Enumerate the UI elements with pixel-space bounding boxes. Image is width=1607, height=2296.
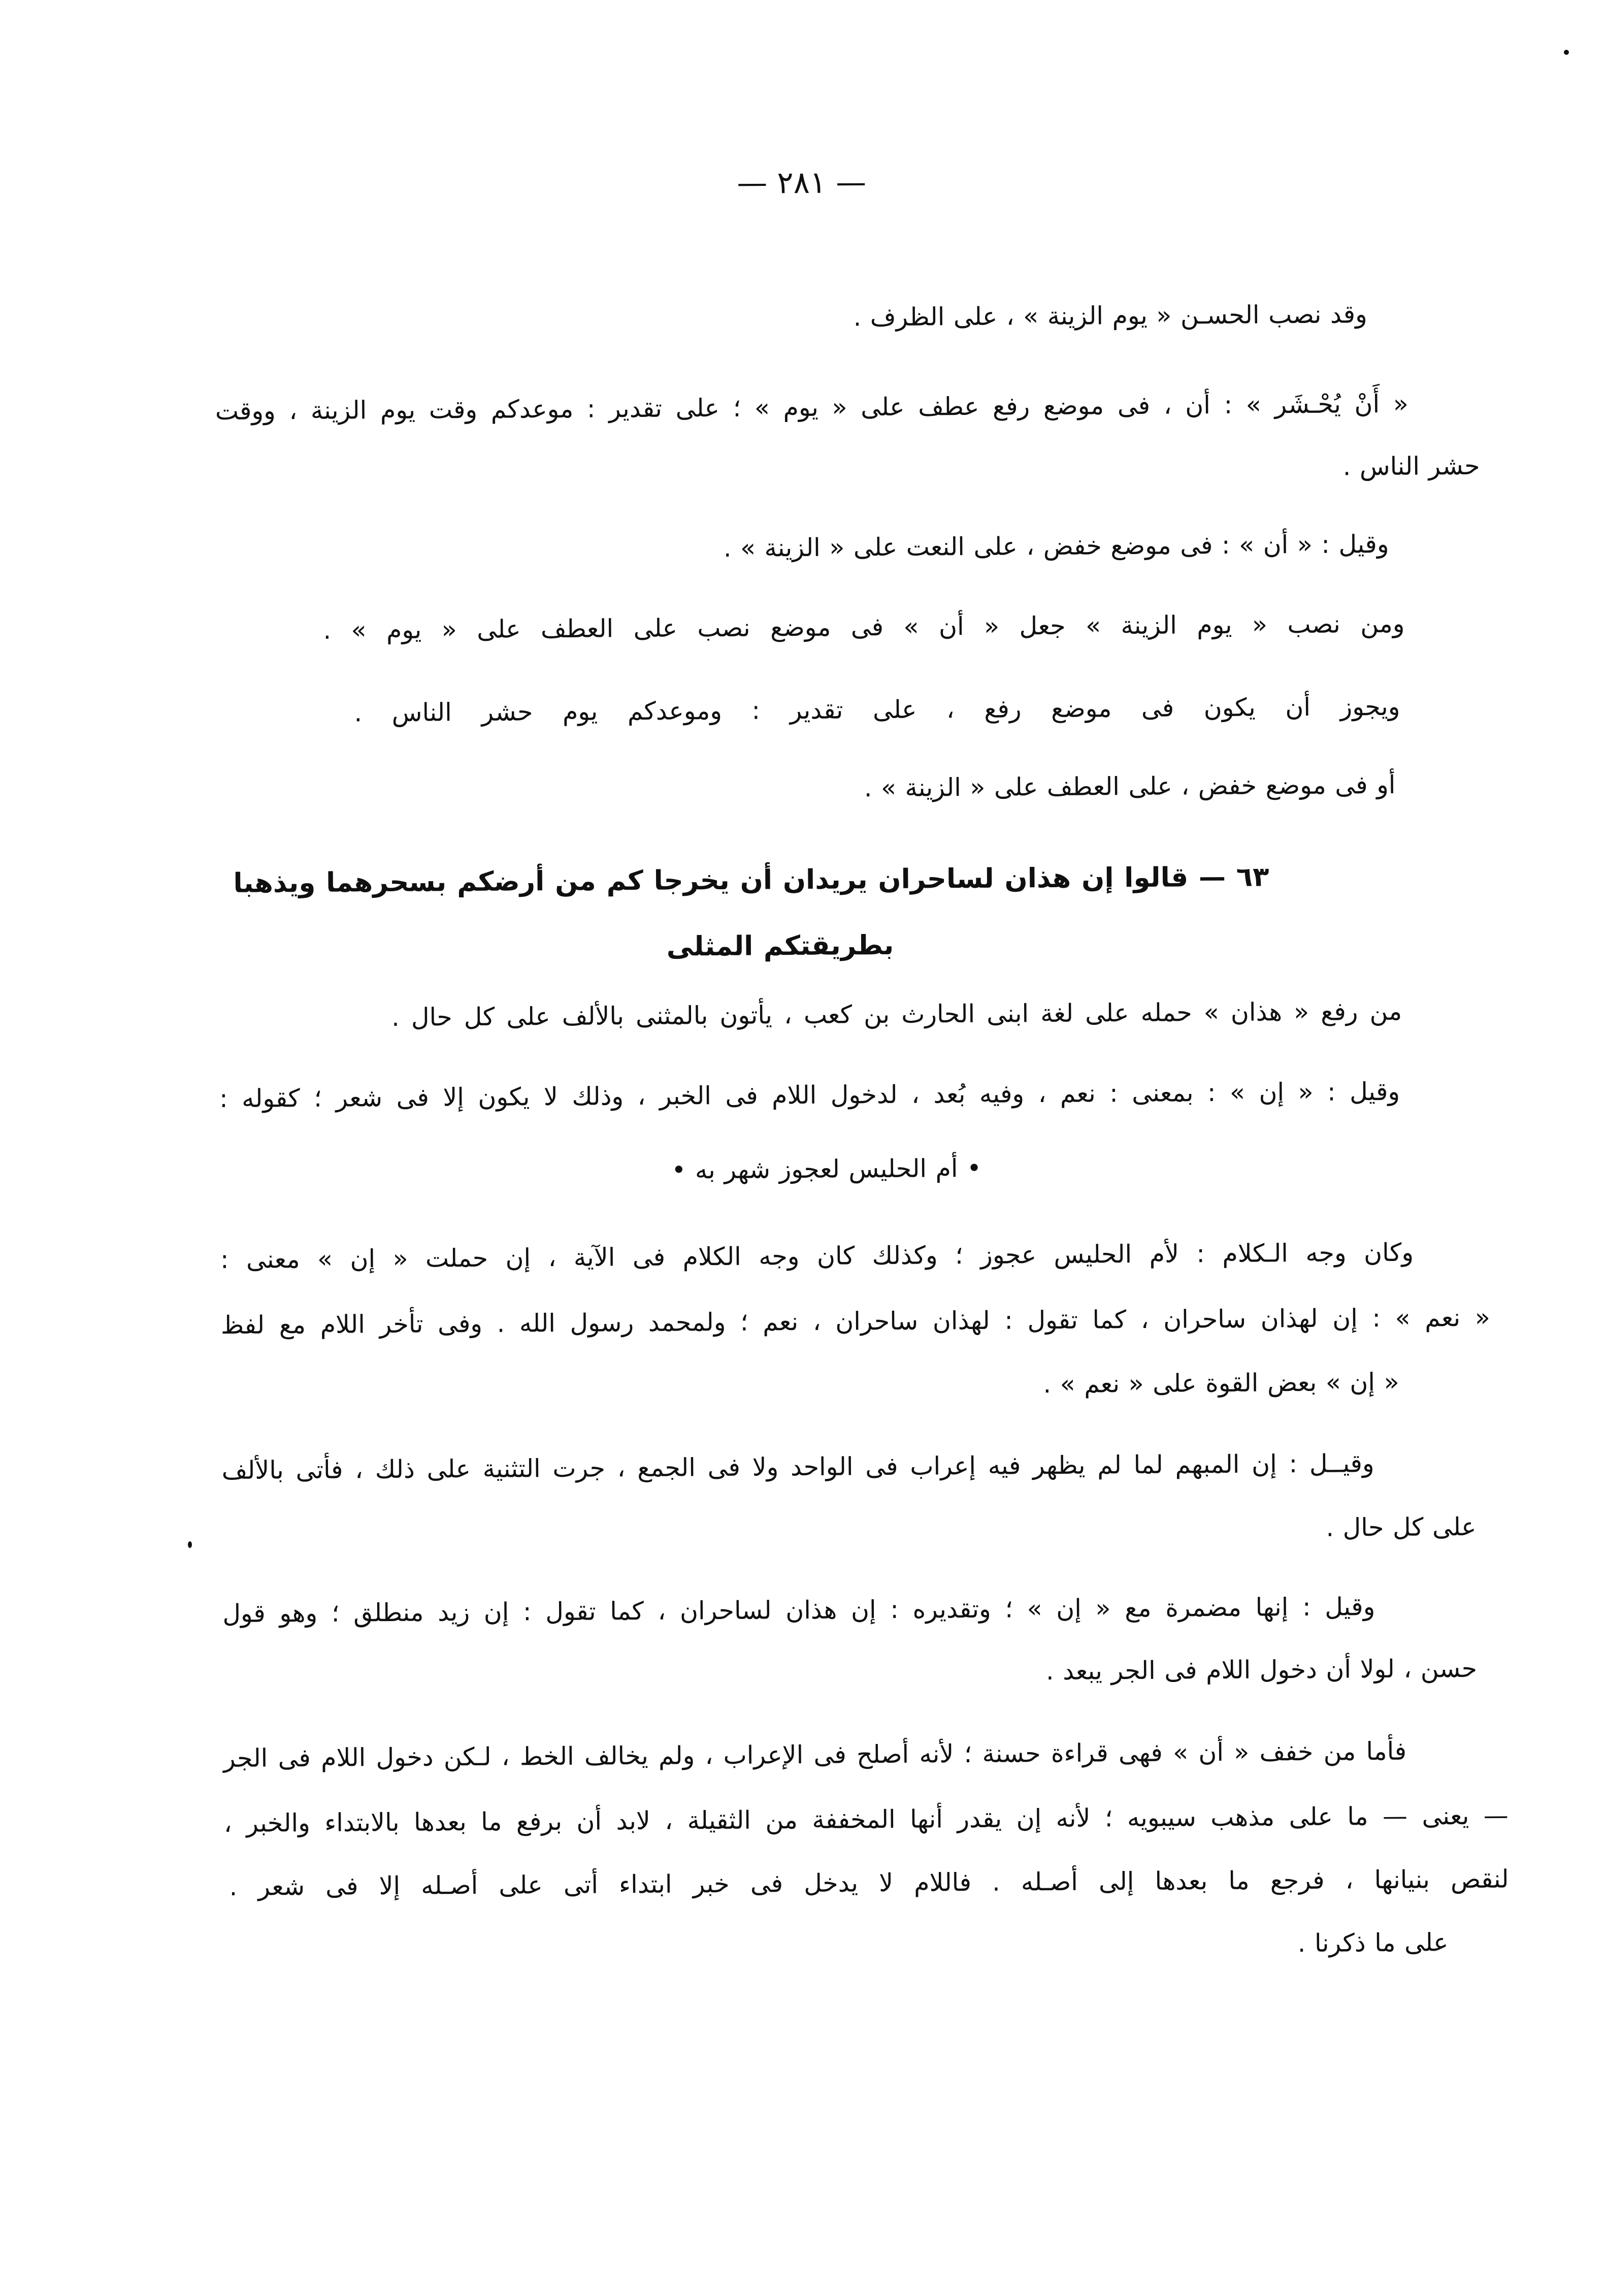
text-line: « إن » بعض القوة على « نعم » .	[1043, 1367, 1399, 1399]
text-line: وقيل : « إن » : بمعنى : نعم ، وفيه بُعد ، لدخول اللام فى الخبر ، وذلك لا يكون إلا فى شعر ؛ كقوله :	[219, 1077, 1400, 1114]
page-number: — ٢٨١ —	[737, 165, 867, 201]
text-line: « أَنْ يُحْـشَر » : أن ، فى موضع رفع عطف على « يوم » ؛ على تقدير : موعدكم وقت يوم الزينة ، ووقت	[215, 389, 1409, 426]
ink-speck	[1564, 50, 1569, 55]
text-line: وقد نصب الحسـن « يوم الزينة » ، على الظرف .	[853, 300, 1367, 332]
poetry-line: • أم الحليس لعجوز شهر به •	[671, 1153, 982, 1185]
verse-line: بطريقتكم المثلى	[666, 929, 894, 962]
text-line: وقيل : « أن » : فى موضع خفض ، على النعت على « الزينة » .	[723, 529, 1389, 563]
text-line: — يعنى — ما على مذهب سيبويه ؛ لأنه إن يقدر أنها المخففة من الثقيلة ، لابد أن برفع ما بعدها بالابتداء والخبر ،	[223, 1801, 1508, 1838]
text-line: لنقص بنيانها ، فرجع ما بعدها إلى أصـله . فاللام لا يدخل فى خبر ابتداء أتى على أصـله إلا فى شعر .	[229, 1864, 1509, 1901]
text-line: على ما ذكرنا .	[1297, 1928, 1449, 1958]
ink-speck	[188, 1541, 192, 1548]
text-line: ومن نصب « يوم الزينة » جعل « أن » فى موضع نصب على العطف على « يوم » .	[323, 609, 1405, 645]
text-line: فأما من خفف « أن » فهى قراءة حسنة ؛ لأنه أصلح فى الإعراب ، ولم يخالف الخط ، لـكن دخول اللام فى الجر	[223, 1736, 1407, 1773]
text-line: من رفع « هذان » حمله على لغة ابنى الحارث بن كعب ، يأتون بالمثنى بالألف على كل حال .	[391, 996, 1402, 1032]
text-line: أو فى موضع خفض ، على العطف على « الزينة » .	[864, 770, 1396, 803]
text-line: وكان وجه الـكلام : لأم الحليس عجوز ؛ وكذلك كان وجه الكلام فى الآية ، إن حملت « إن » معنى :	[220, 1238, 1414, 1275]
text-line: ويجوز أن يكون فى موضع رفع ، على تقدير : وموعدكم يوم حشر الناس .	[354, 692, 1400, 728]
text-line: حسن ، لولا أن دخول اللام فى الجر يبعد .	[1045, 1654, 1478, 1686]
text-line: وقيل : إنها مضمرة مع « إن » ؛ وتقديره : إن هذان لساحران ، كما تقول : إن زيد منطلق ؛ وهو قول	[222, 1592, 1375, 1629]
text-line: على كل حال .	[1326, 1512, 1477, 1542]
verse-line: ٦٣ — قالوا إن هذان لساحران يريدان أن يخرجا كم من أرضكم بسحرهما ويذهبا	[233, 861, 1269, 899]
text-line: « نعم » : إن لهذان ساحران ، كما تقول : لهذان ساحران ، نعم ؛ ولمحمد رسول الله . وفى تأخر اللام مع لفظ	[220, 1303, 1490, 1340]
text-line: وقيــل : إن المبهم لما لم يظهر فيه إعراب فى الواحد ولا فى الجمع ، جرت التثنية على ذلك ، فأتى بالألف	[221, 1449, 1374, 1485]
text-line: حشر الناس .	[1342, 451, 1480, 481]
